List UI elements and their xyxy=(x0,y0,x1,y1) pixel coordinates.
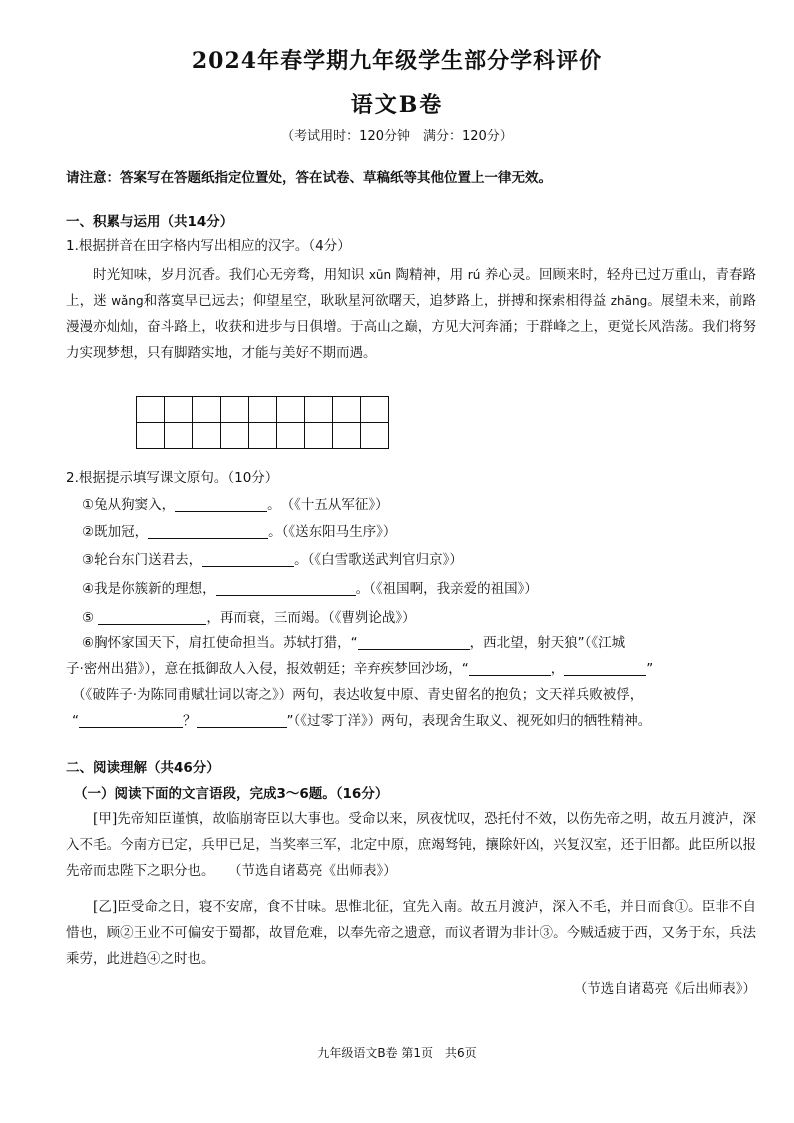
grid-cell[interactable] xyxy=(221,423,249,449)
page-footer: 九年级语文B卷 第1页 共6页 xyxy=(317,1046,477,1060)
item-source: 。 （《十五从军征》） xyxy=(267,497,389,513)
grid-cell[interactable] xyxy=(165,423,193,449)
passage-text: 。展望未来，前路漫漫亦灿灿，奋斗路上，收获和进步与日俱增。于高山之巅，方见大河奔涌；于群峰之上，更觉长风浩荡。我们将努力实现梦想，只有脚踏实地，才能与美好不期而遇。 xyxy=(66,293,757,361)
item-text: ⑥胸怀家国天下，肩扛使命担当。苏轼打猎，“ xyxy=(82,635,358,651)
grid-cell[interactable] xyxy=(305,397,333,423)
q2-item-2 xyxy=(82,520,396,540)
item-source: 。（《送东阳马生序》） xyxy=(268,524,397,540)
answer-blank[interactable] xyxy=(175,497,267,512)
answer-blank[interactable] xyxy=(79,713,183,728)
grid-cell[interactable] xyxy=(249,397,277,423)
grid-cell[interactable] xyxy=(333,423,361,449)
item-text: （《破阵子·为陈同甫赋壮词以寄之》）两句，表达收复中原、青史留名的抱负；文天祥兵败被俘， xyxy=(72,687,644,703)
item-source: ，再而衰，三而竭。（《曹刿论战》） xyxy=(206,610,416,626)
item-text: ④我是你簇新的理想， xyxy=(82,581,216,597)
item-text: ”（《过零丁洋》）两句，表现舍生取义、视死如归的牺牲精神。 xyxy=(286,713,652,729)
paper-subtitle: 语文B卷 xyxy=(350,92,444,118)
grid-cell[interactable] xyxy=(221,397,249,423)
tianzige-grid[interactable] xyxy=(136,396,389,449)
q2-item-1 xyxy=(82,493,389,513)
source-jia: （节选自诸葛亮《出师表》） xyxy=(234,863,397,879)
item-text: ②既加冠， xyxy=(82,524,149,540)
answer-blank[interactable] xyxy=(197,713,287,728)
passage-text: 和落寞早已远去；仰望星空，耿耿星河欲曙天，追梦路上，拼搏和探索相得益 xyxy=(143,293,607,309)
pinyin-xun: xūn xyxy=(368,268,392,282)
answer-blank[interactable] xyxy=(469,661,551,676)
grid-cell[interactable] xyxy=(305,423,333,449)
exam-info: （考试用时：120分钟 满分：120分） xyxy=(281,129,513,144)
grid-cell[interactable] xyxy=(249,423,277,449)
answer-blank[interactable] xyxy=(358,635,470,650)
answer-blank[interactable] xyxy=(148,524,268,539)
item-text: ” xyxy=(646,661,654,677)
answer-blank[interactable] xyxy=(202,552,294,567)
grid-cell[interactable] xyxy=(193,397,221,423)
pinyin-ru: rú xyxy=(467,268,481,282)
grid-cell[interactable] xyxy=(165,397,193,423)
reading-part1-heading: （一）阅读下面的文言语段，完成3～6题。（16分） xyxy=(74,786,389,802)
item-text: “ xyxy=(72,713,79,729)
item-source: 。（《白雪歌送武判官归京》） xyxy=(294,552,463,568)
q2-item-4 xyxy=(82,577,538,597)
item-text: ， xyxy=(550,661,565,677)
q1-stem: 1.根据拼音在田字格内写出相应的汉字。（4分） xyxy=(66,238,351,254)
answer-blank[interactable] xyxy=(216,581,356,596)
answer-blank[interactable] xyxy=(98,610,206,625)
passage-text: 陶精神，用 xyxy=(395,267,464,283)
passage-text: 养心灵。回顾来时，轻舟已过万重山，青春路上，迷 xyxy=(66,267,757,309)
q2-item-3 xyxy=(82,548,463,568)
item-text: ③轮台东门送君去， xyxy=(82,552,203,568)
item-text: 子·密州出猎》），意在抵御敌人入侵，报效朝廷；辛弃疾梦回沙场，“ xyxy=(66,661,469,677)
item-text: ，西北望，射天狼”（《江城 xyxy=(469,635,626,651)
passage-text: [乙]臣受命之日，寝不安席，食不甘味。思惟北征，宜先入南。故五月渡泸，深入不毛，并日而食①。臣非不自惜也，顾②王业不可偏安于蜀都，故冒危难，以奉先帝之遗意，而议者谓为非计③。今贼适疲于西，又务于东，兵法乘劳，此进趋④之时也。 xyxy=(66,899,756,967)
grid-cell[interactable] xyxy=(193,423,221,449)
grid-cell[interactable] xyxy=(277,423,305,449)
section1-heading: 一、积累与运用（共14分） xyxy=(66,214,234,230)
passage-jia xyxy=(66,806,756,884)
passage-text: [甲]先帝知臣谨慎，故临崩寄臣以大事也。受命以来，夙夜忧叹，恐托付不效，以伤先帝之明，故五月渡泸，深入不毛。今南方已定，兵甲已足，当奖率三军，北定中原，庶竭驽钝，攘除奸凶，兴复汉室，还于旧都。此臣所以报先帝而忠陛下之职分也。 xyxy=(66,811,756,879)
grid-cell[interactable] xyxy=(361,397,389,423)
item-text: ？ xyxy=(183,713,197,729)
grid-cell[interactable] xyxy=(277,397,305,423)
pinyin-zhang: zhāng xyxy=(610,294,648,308)
grid-cell[interactable] xyxy=(333,397,361,423)
q1-passage xyxy=(66,262,756,366)
grid-cell[interactable] xyxy=(137,423,165,449)
passage-yi xyxy=(66,894,756,1002)
item-source: 。（《祖国啊，我亲爱的祖国》） xyxy=(355,581,538,597)
notice: 请注意：答案写在答题纸指定位置处，答在试卷、草稿纸等其他位置上一律无效。 xyxy=(66,170,552,186)
item-text: ⑤ xyxy=(82,610,95,626)
answer-blank[interactable] xyxy=(564,661,646,676)
source-yi: （节选自诸葛亮《后出师表》） xyxy=(573,981,756,997)
q2-item-6 xyxy=(66,630,756,734)
page-title: 2024年春学期九年级学生部分学科评价 xyxy=(191,48,603,74)
passage-text: 时光知味，岁月沉香。我们心无旁骛，用知识 xyxy=(93,267,365,283)
section2-heading: 二、阅读理解（共46分） xyxy=(66,760,220,776)
q2-item-5 xyxy=(82,606,416,626)
pinyin-wang: wǎng xyxy=(111,294,144,308)
grid-cell[interactable] xyxy=(361,423,389,449)
q2-stem: 2.根据提示填写课文原句。（10分） xyxy=(66,470,279,486)
grid-cell[interactable] xyxy=(137,397,165,423)
item-text: ①兔从狗窦入， xyxy=(82,497,176,513)
